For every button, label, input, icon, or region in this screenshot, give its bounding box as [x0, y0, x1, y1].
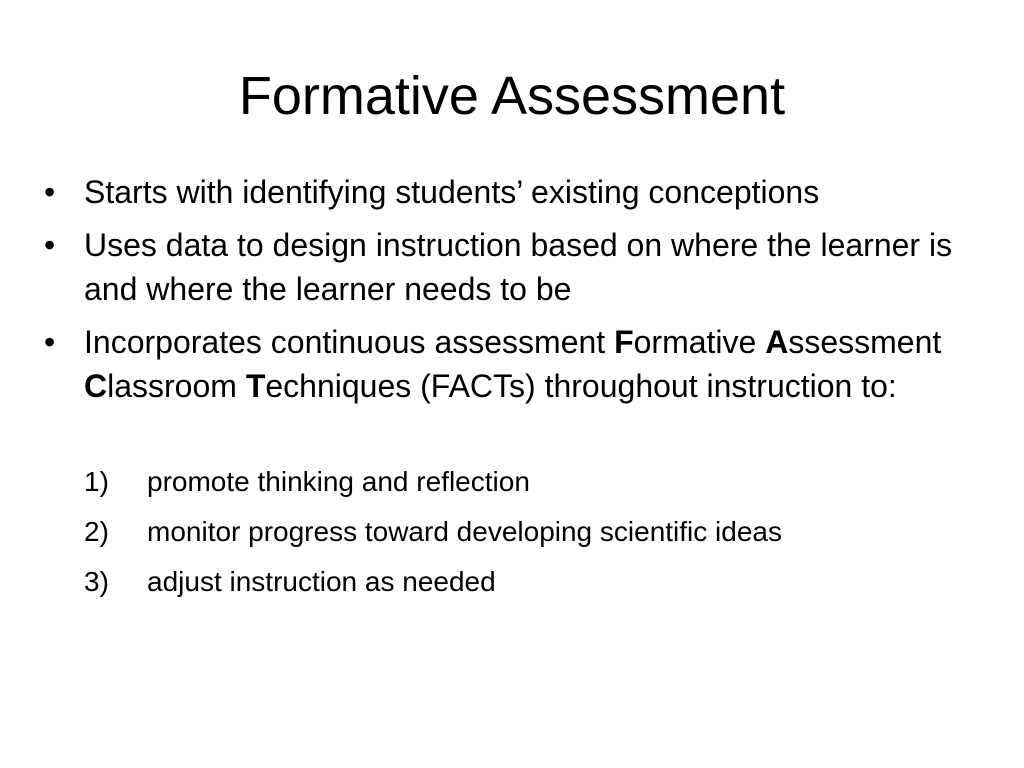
bullet-item: [44, 223, 984, 311]
bullet-text-part: Incorporates continuous assessment: [84, 324, 615, 360]
item-text: adjust instruction as needed: [147, 566, 496, 597]
item-number: 3): [84, 566, 109, 597]
bullet-list: [44, 170, 984, 417]
bullet-text-part: ormative: [633, 324, 766, 360]
item-text: monitor progress toward developing scientific ideas: [147, 516, 782, 547]
acronym-letter-t: T: [245, 368, 266, 404]
bullet-item: [44, 170, 984, 214]
bullet-text: Starts with identifying students’ existing conceptions: [84, 174, 820, 210]
bullet-text: [84, 324, 941, 404]
item-number: 2): [84, 516, 109, 547]
acronym-letter-a: A: [765, 324, 789, 360]
numbered-sublist: [84, 462, 984, 612]
bullet-text-part: ssessment: [788, 324, 942, 360]
slide-title: Formative Assessment: [238, 66, 786, 126]
bullet-text-part: echniques (FACTs) throughout instruction to:: [265, 368, 897, 404]
bullet-text-part: lassroom: [107, 368, 246, 404]
numbered-item: [84, 462, 984, 502]
bullet-text: Uses data to design instruction based on where the learner is and where the learner needs to be: [84, 227, 953, 307]
item-number: 1): [84, 466, 109, 497]
numbered-item: [84, 512, 984, 552]
bullet-marker: •: [44, 227, 56, 263]
acronym-letter-f: F: [614, 324, 634, 360]
numbered-item: [84, 562, 984, 602]
acronym-letter-c: C: [84, 368, 108, 404]
item-text: promote thinking and reflection: [147, 466, 530, 497]
bullet-marker: •: [44, 324, 56, 360]
bullet-marker: •: [44, 174, 56, 210]
bullet-item: [44, 320, 984, 408]
